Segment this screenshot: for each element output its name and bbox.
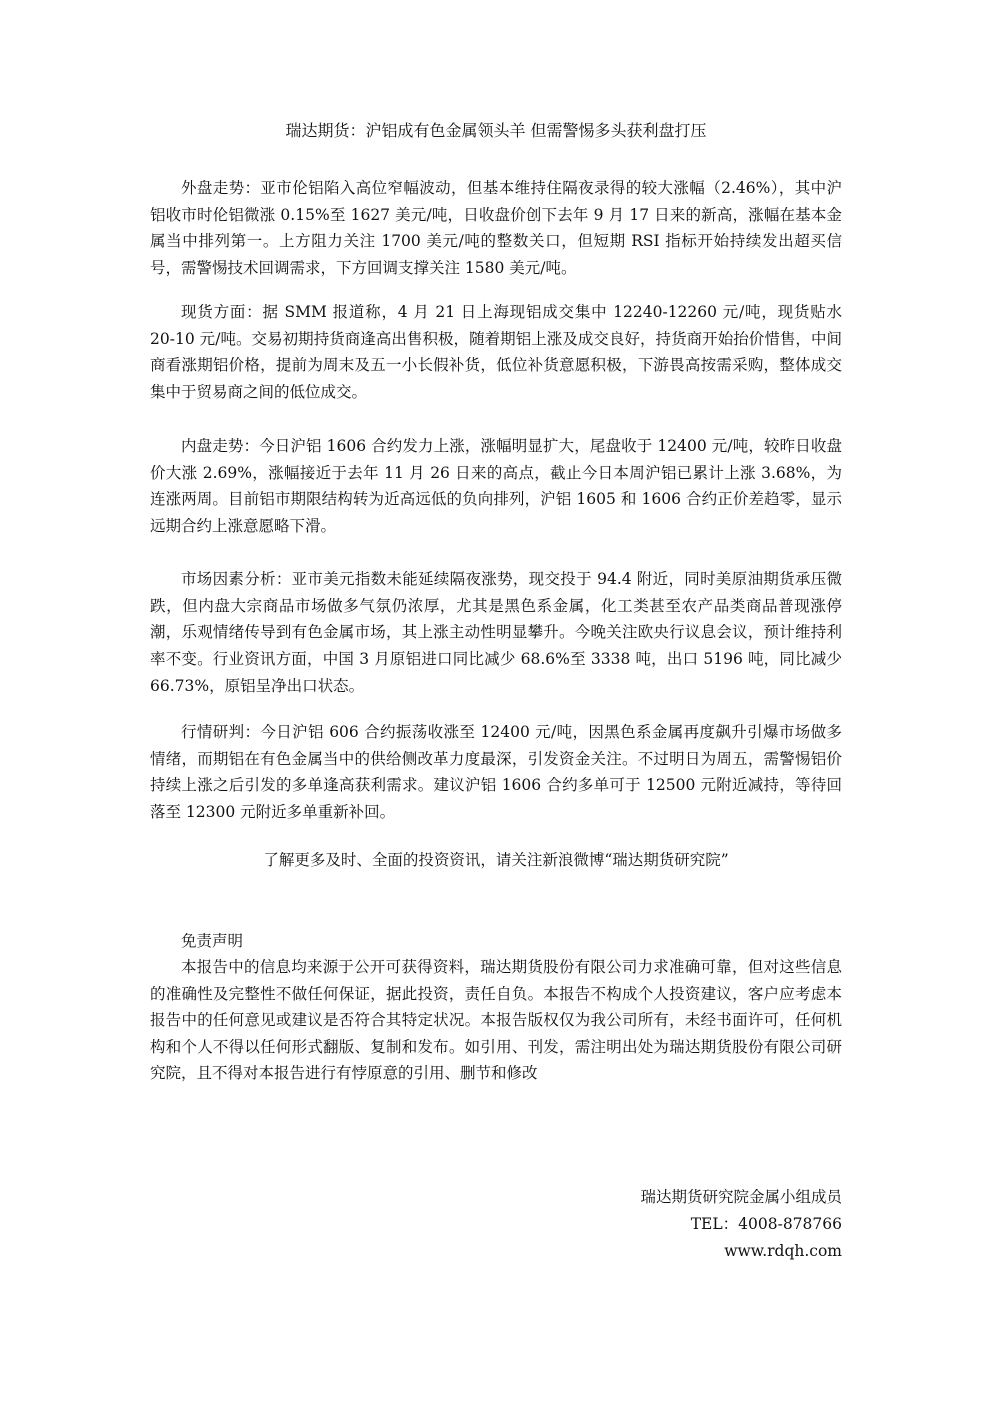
paragraph-market-factors: 市场因素分析：亚市美元指数未能延续隔夜涨势，现交投于 94.4 附近，同时美原油期货承压微跌，但内盘大宗商品市场做多气氛仍浓厚，尤其是黑色系金属，化工类甚至农产品类商品普现涨停潮，乐观情绪传导到有色金属市场，其上涨主动性明显攀升。今晚关注欧央行议息会议，预计维持利率不变。行业资讯方面，中国 3 月原铝进口同比减少 68.6%至 3338 吨，出口 5196 吨，同比减少 66.73%，原铝呈净出口状态。 [150, 570, 842, 695]
paragraph-external-market: 外盘走势：亚市伦铝陷入高位窄幅波动，但基本维持住隔夜录得的较大涨幅（2.46%），其中沪铝收市时伦铝微涨 0.15%至 1627 美元/吨，日收盘价创下去年 9 月 17 日来的新高，涨幅在基本金属当中排列第一。上方阻力关注 1700 美元/吨的整数关口，但短期 RSI 指标开始持续发出超买信号，需警惕技术回调需求，下方回调支撑关注 1580 美元/吨。 [150, 179, 842, 278]
weibo-notice: 了解更多及时、全面的投资资讯，请关注新浪微博“瑞达期货研究院” [263, 851, 729, 869]
paragraph-domestic-market: 内盘走势：今日沪铝 1606 合约发力上涨，涨幅明显扩大，尾盘收于 12400 元/吨，较昨日收盘价大涨 2.69%，涨幅接近于去年 11 月 26 日来的高点，截止今日本周沪铝已累计上涨 3.68%，为连涨两周。目前铝市期限结构转为近高远低的负向排列，沪铝 1605 和 1606 合约正价差趋零，显示远期合约上涨意愿略下滑。 [150, 437, 842, 536]
footer-contact [640, 1184, 842, 1265]
document-title: 瑞达期货：沪铝成有色金属领头羊 但需警惕多头获利盘打压 [285, 121, 707, 140]
paragraph-spot-market: 现货方面：据 SMM 报道称，4 月 21 日上海现铝成交集中 12240-12260 元/吨，现货贴水 20-10 元/吨。交易初期持货商逢高出售积极，随着期铝上涨及成交良好，持货商开始抬价惜售，中间商看涨期铝价格，提前为周末及五一小长假补货，低位补货意愿积极，下游畏高按需采购，整体成交集中于贸易商之间的低位成交。 [150, 303, 842, 402]
disclaimer-title: 免责声明 [181, 932, 244, 950]
footer-website-link[interactable]: www.rdqh.com [724, 1242, 842, 1260]
disclaimer-body: 本报告中的信息均来源于公开可获得资料，瑞达期货股份有限公司力求准确可靠，但对这些信息的准确性及完整性不做任何保证，据此投资，责任自负。本报告不构成个人投资建议，客户应考虑本报告中的任何意见或建议是否符合其特定状况。本报告版权仅为我公司所有，未经书面许可，任何机构和个人不得以任何形式翻版、复制和发布。如引用、刊发，需注明出处为瑞达期货股份有限公司研究院，且不得对本报告进行有悖原意的引用、删节和修改 [150, 958, 842, 1083]
footer-team: 瑞达期货研究院金属小组成员 [640, 1188, 842, 1206]
footer-tel: TEL：4008-878766 [690, 1215, 842, 1233]
paragraph-outlook: 行情研判：今日沪铝 606 合约振荡收涨至 12400 元/吨，因黑色系金属再度飙升引爆市场做多情绪，而期铝在有色金属当中的供给侧改革力度最深，引发资金关注。不过明日为周五，需警惕铝价持续上涨之后引发的多单逢高获利需求。建议沪铝 1606 合约多单可于 12500 元附近减持，等待回落至 12300 元附近多单重新补回。 [150, 723, 842, 822]
